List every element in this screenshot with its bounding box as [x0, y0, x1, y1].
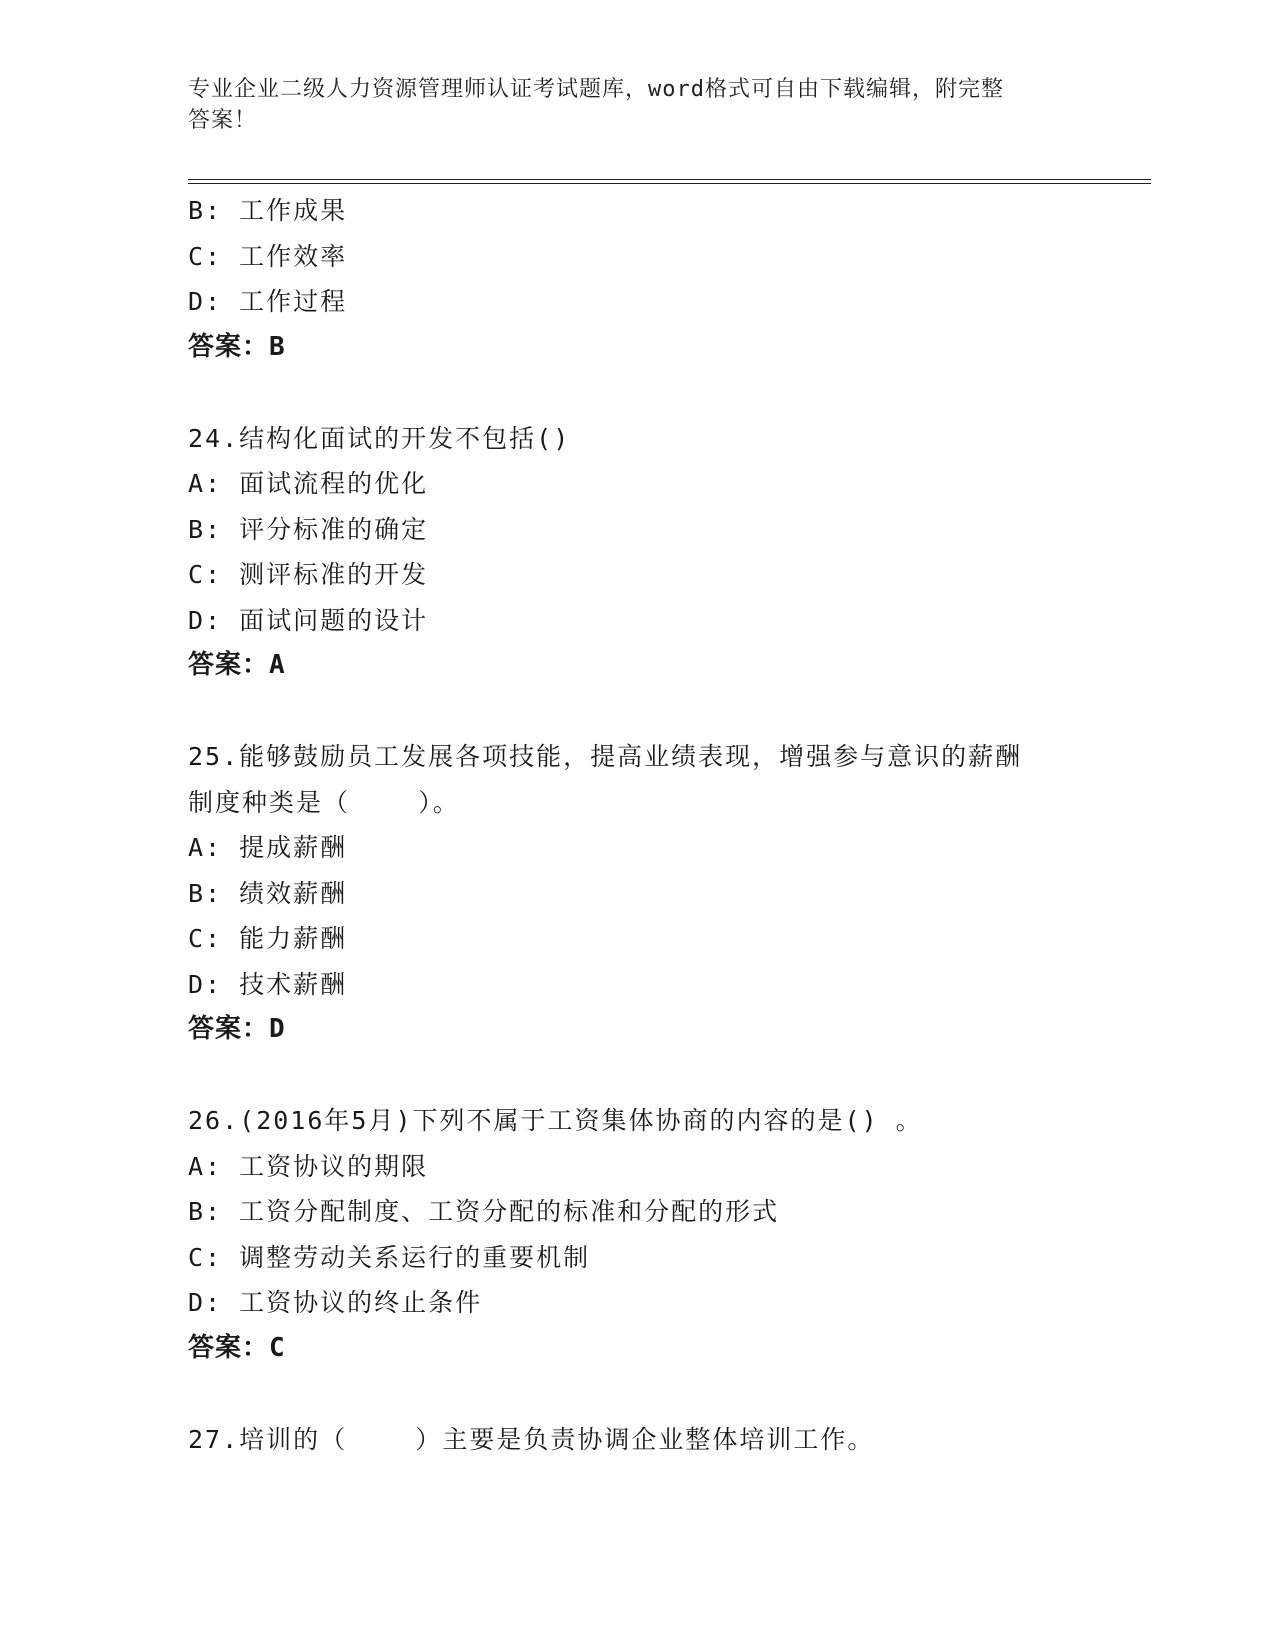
option-c: C: 测评标准的开发 [188, 560, 429, 589]
spacer [188, 370, 1088, 416]
answer: 答案：B [188, 331, 286, 362]
option-b: B: 工作成果 [188, 196, 348, 225]
answer: 答案：D [188, 1014, 286, 1044]
answer: 答案：C [188, 1332, 286, 1363]
spacer [188, 1053, 1088, 1099]
question-26 [188, 1098, 1088, 1371]
option-a: A: 面试流程的优化 [188, 469, 429, 498]
question-24 [188, 416, 1088, 689]
option-a: A: 提成薪酬 [188, 833, 348, 862]
answer: 答案：A [188, 650, 286, 680]
option-c: C: 调整劳动关系运行的重要机制 [188, 1242, 591, 1272]
header-rule-top [188, 179, 1151, 180]
question-25 [188, 734, 1088, 1053]
option-d: D: 面试问题的设计 [188, 605, 429, 635]
option-a: A: 工资协议的期限 [188, 1151, 429, 1181]
question-23 [188, 188, 1088, 370]
header-line-1: 专业企业二级人力资源管理师认证考试题库，word格式可自由下载编辑，附完整 [188, 77, 1004, 102]
option-c: C: 能力薪酬 [188, 924, 348, 953]
question-content [188, 188, 1088, 1462]
header-rule-bottom [188, 183, 1151, 184]
header-line-2: 答案！ [188, 108, 258, 133]
question-27 [188, 1417, 1088, 1463]
option-b: B: 工资分配制度、工资分配的标准和分配的形式 [188, 1197, 780, 1226]
option-d: D: 技术薪酬 [188, 969, 348, 999]
option-b: B: 评分标准的确定 [188, 514, 429, 544]
document-header [188, 74, 1088, 136]
option-d: D: 工作过程 [188, 287, 348, 316]
option-b: B: 绩效薪酬 [188, 878, 348, 908]
question-stem: 26.(2016年5月)下列不属于工资集体协商的内容的是() 。 [188, 1106, 923, 1135]
option-d: D: 工资协议的终止条件 [188, 1288, 483, 1317]
spacer [188, 689, 1088, 735]
question-stem-line-2: 制度种类是（ ）。 [188, 787, 460, 817]
spacer [188, 1371, 1088, 1417]
question-stem: 24.结构化面试的开发不包括() [188, 423, 571, 453]
question-stem-line-1: 25.能够鼓励员工发展各项技能，提高业绩表现，增强参与意识的薪酬 [188, 742, 1023, 771]
question-stem: 27.培训的（ ）主要是负责协调企业整体培训工作。 [188, 1424, 875, 1454]
option-c: C: 工作效率 [188, 241, 348, 271]
